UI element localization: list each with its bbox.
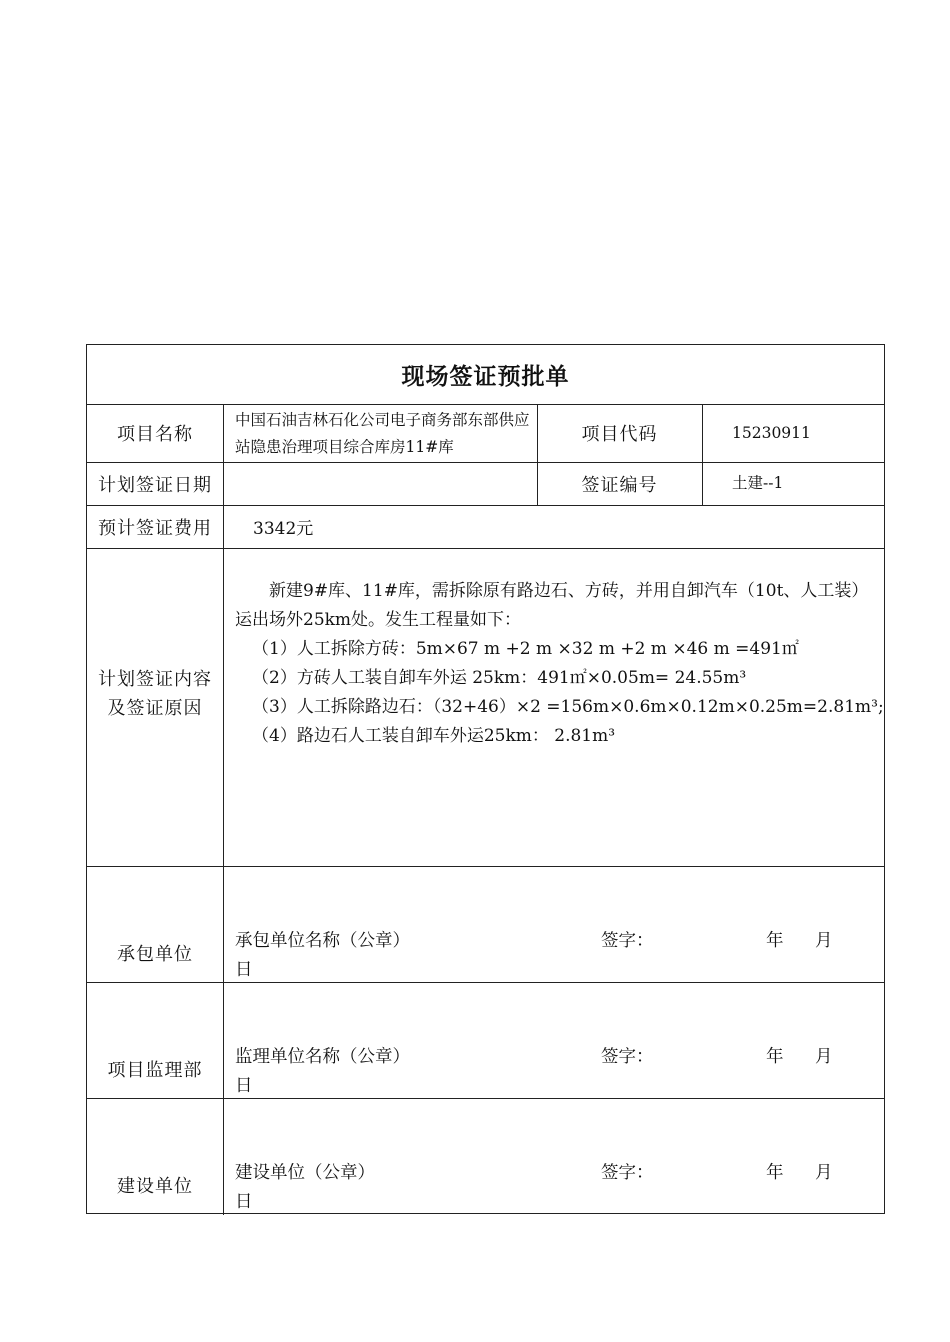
content-line: 新建9#库、11#库，需拆除原有路边石、方砖，并用自卸汽车（10t、人工装）运出场外25km处。发生工程量如下： [235, 581, 869, 630]
contractor-day: 日 [235, 960, 253, 980]
owner-unit-text: 建设单位（公章） [235, 1163, 375, 1183]
visa-form [86, 344, 885, 1214]
cost-label: 预计签证费用 [98, 517, 212, 539]
contractor-year: 年 [766, 931, 784, 951]
contractor-sign-label: 签字： [601, 931, 654, 951]
project-code-label: 项目代码 [581, 424, 658, 445]
owner-day: 日 [235, 1192, 253, 1212]
supervisor-year: 年 [766, 1047, 784, 1067]
content-line: （2）方砖人工装自卸车外运 25km：491㎡×0.05m= 24.55m³ [252, 668, 747, 688]
plan-date-label: 计划签证日期 [98, 474, 212, 496]
plan-date-value [235, 462, 531, 505]
visa-no-label: 签证编号 [581, 474, 658, 496]
cost-value: 3342元 [253, 519, 314, 539]
content-line: （4）路边石人工装自卸车外运25km： 2.81m³ [252, 726, 616, 746]
owner-sign-label: 签字： [601, 1163, 654, 1183]
project-name-label: 项目名称 [117, 424, 193, 445]
supervisor-unit-text: 监理单位名称（公章） [235, 1047, 410, 1067]
supervisor-month: 月 [815, 1047, 833, 1067]
contractor-month: 月 [815, 931, 833, 951]
owner-month: 月 [815, 1163, 833, 1183]
contractor-label: 承包单位 [117, 944, 193, 965]
visa-no-value: 土建--1 [732, 474, 784, 492]
supervisor-day: 日 [235, 1076, 253, 1096]
form-title: 现场签证预批单 [401, 363, 570, 390]
supervisor-sign-label: 签字： [601, 1047, 654, 1067]
content-label: 计划签证内容及签证原因 [98, 669, 212, 719]
supervisor-label: 项目监理部 [107, 1060, 203, 1081]
owner-year: 年 [766, 1163, 784, 1183]
content-body [235, 577, 884, 751]
owner-label: 建设单位 [117, 1176, 193, 1197]
contractor-unit-text: 承包单位名称（公章） [235, 931, 410, 951]
content-line: （3）人工拆除路边石：（32+46）×2 =156m×0.6m×0.12m×0.25m=2.81m³; [252, 697, 884, 717]
project-code-value: 15230911 [732, 423, 811, 442]
content-line: （1）人工拆除方砖：5m×67 m +2 m ×32 m +2 m ×46 m =491㎡ [252, 639, 799, 659]
project-name-value: 中国石油吉林石化公司电子商务部东部供应站隐患治理项目综合库房11#库 [235, 410, 530, 456]
